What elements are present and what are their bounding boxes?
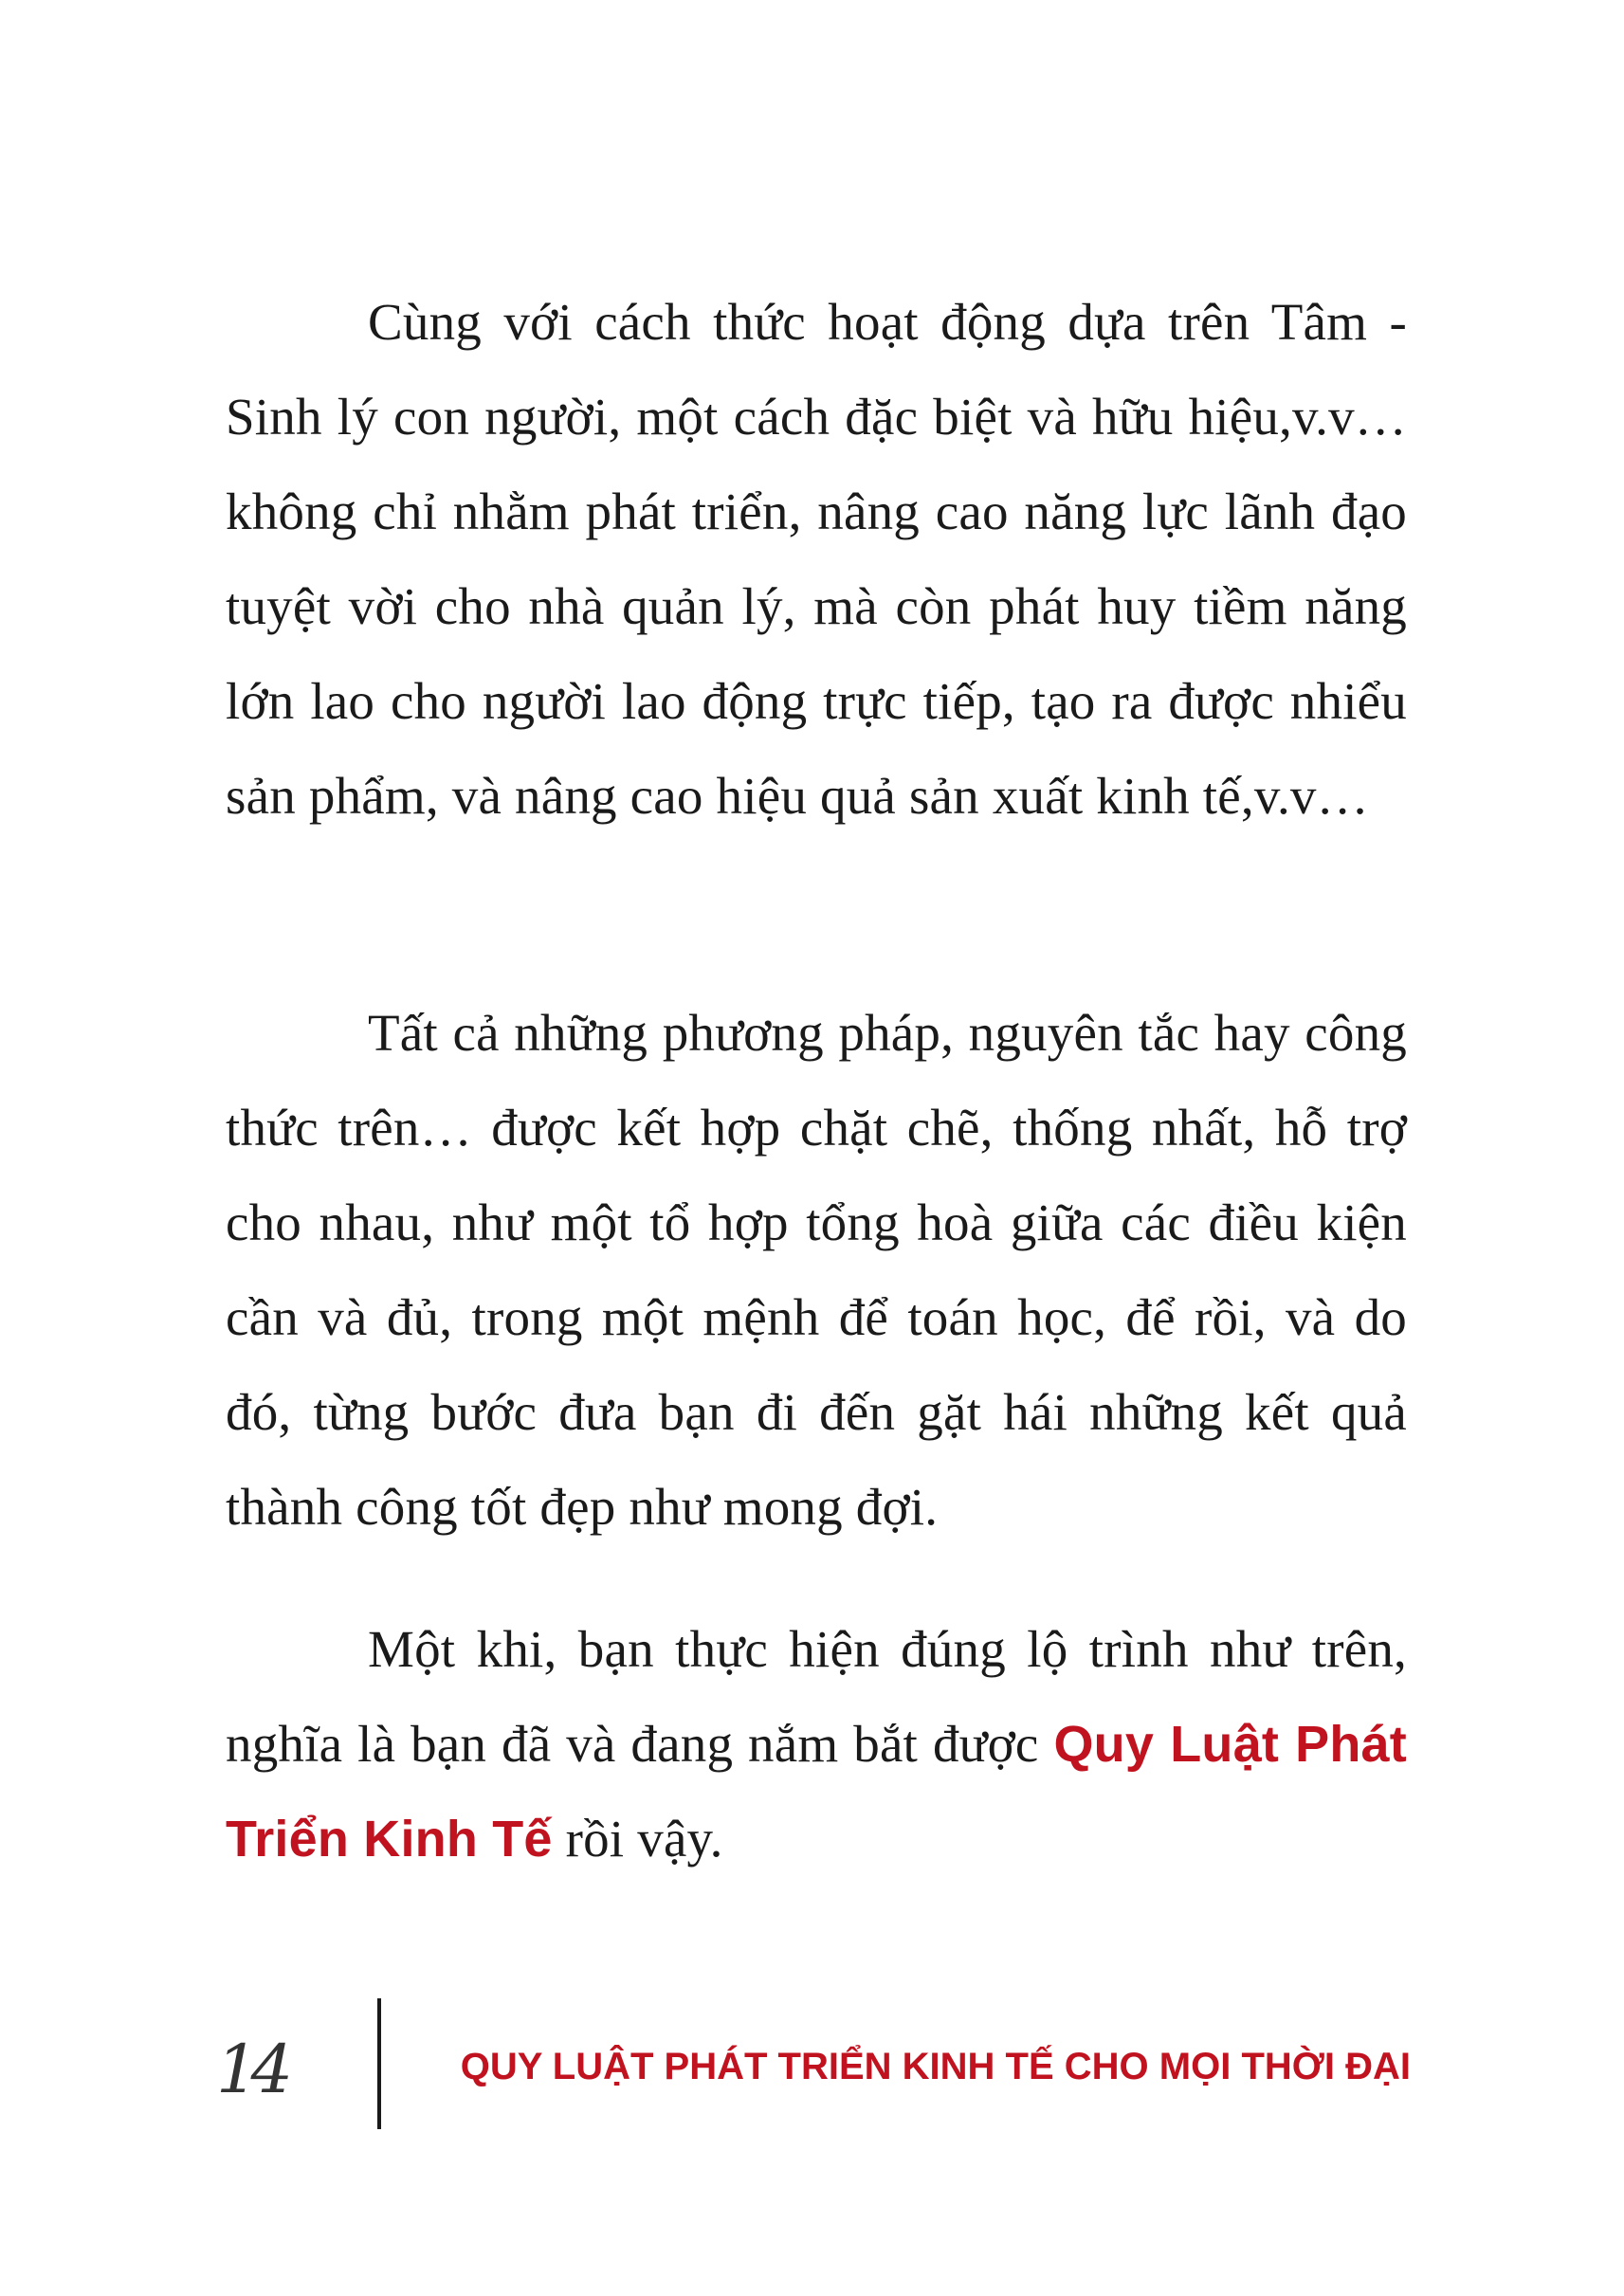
body-paragraph-1 — [226, 275, 1407, 844]
body-paragraph-2 — [226, 986, 1407, 1555]
paragraph-text: Cùng với cách thức hoạt động dựa trên Tâm - Sinh lý con người, một cách đặc biệt và hữu hiệu,v.v… không chỉ nhằm phát triển, nâng cao năng lực lãnh đạo tuyệt vời cho nhà quản lý, mà còn phát huy tiềm năng lớn lao cho người lao động trực tiếp, tạo ra được nhiểu sản phẩm, và nâng cao hiệu quả sản xuất kinh tế,v.v… — [226, 293, 1407, 825]
running-title: QUY LUẬT PHÁT TRIỂN KINH TẾ CHO MỌI THỜI ĐẠI — [460, 2046, 1411, 2087]
paragraph-text: Tất cả những phương pháp, nguyên tắc hay công thức trên… được kết hợp chặt chẽ, thống nhất, hỗ trợ cho nhau, như một tổ hợp tổng hoà giữa các điều kiện cần và đủ, trong một mệnh để toán học, để rồi, và do đó, từng bước đưa bạn đi đến gặt hái những kết quả thành công tốt đẹp như mong đợi. — [226, 1004, 1407, 1536]
paragraph-text — [226, 1602, 1407, 1886]
footer-divider — [377, 1998, 381, 2129]
paragraph-text-end: rồi vậy. — [565, 1810, 723, 1868]
body-paragraph-3 — [226, 1602, 1407, 1886]
page-number: 14 — [216, 2031, 286, 2108]
highlighted-book-title: Quy Luật Phát Triển Kinh Tế — [226, 1716, 1407, 1868]
paragraph-text-start: Một khi, bạn thực hiện đúng lộ trình như trên, nghĩa là bạn đã và đang nắm bắt được — [226, 1620, 1407, 1773]
